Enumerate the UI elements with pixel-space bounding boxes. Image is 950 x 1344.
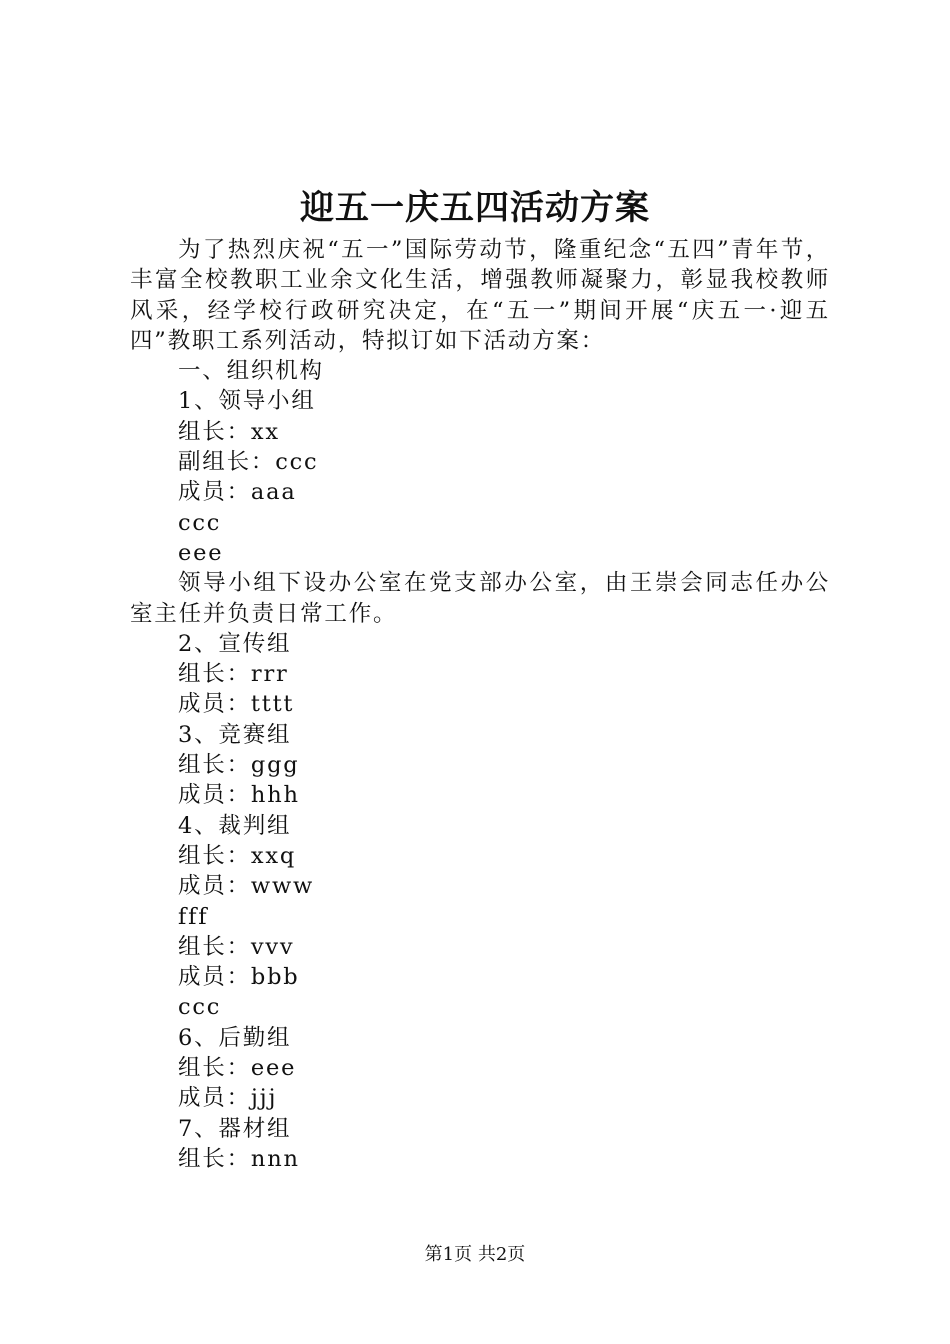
intro-paragraph: 为了热烈庆祝“五一”国际劳动节，隆重纪念“五四”青年节，丰富全校教职工业余文化生活，增强教师凝聚力，彰显我校教师风采，经学校行政研究决定，在“五一”期间开展“庆五一·迎五四”教职工系列活动，特拟订如下活动方案： bbox=[130, 237, 830, 354]
body-line: 成员：aaa bbox=[178, 479, 297, 506]
page-footer: 第1页 共2页 bbox=[424, 1244, 526, 1265]
body-line: 组长：ggg bbox=[178, 752, 300, 779]
body-line: 成员：tttt bbox=[178, 691, 295, 718]
document-body bbox=[130, 235, 830, 1174]
body-line: 成员：bbb bbox=[178, 964, 300, 991]
body-line: 4、裁判组 bbox=[178, 812, 292, 839]
body-line: ccc bbox=[178, 509, 222, 536]
body-line: 7、器材组 bbox=[178, 1115, 292, 1142]
document-title: 迎五一庆五四活动方案 bbox=[300, 188, 650, 228]
body-line: 成员：jjj bbox=[178, 1085, 278, 1112]
body-line: 组长：rrr bbox=[178, 661, 289, 688]
body-line: 组长：xx bbox=[178, 418, 280, 445]
office-note-paragraph: 领导小组下设办公室在党支部办公室，由王崇会同志任办公室主任并负责日常工作。 bbox=[130, 570, 830, 627]
body-line: 副组长：ccc bbox=[178, 449, 319, 476]
body-line: 组长：xxq bbox=[178, 842, 297, 869]
body-line: 组长：nnn bbox=[178, 1145, 300, 1172]
body-line: fff bbox=[178, 903, 209, 930]
body-line: ccc bbox=[178, 994, 222, 1021]
body-line: 6、后勤组 bbox=[178, 1024, 292, 1051]
body-line: eee bbox=[178, 539, 224, 566]
body-line: 组长：vvv bbox=[178, 933, 295, 960]
section-heading: 一、组织机构 bbox=[178, 358, 324, 385]
body-line: 成员：hhh bbox=[178, 782, 300, 809]
body-line: 2、宣传组 bbox=[178, 630, 292, 657]
body-line: 成员：www bbox=[178, 873, 315, 900]
body-line: 3、竞赛组 bbox=[178, 721, 292, 748]
body-line: 1、领导小组 bbox=[178, 388, 316, 415]
body-line: 组长：eee bbox=[178, 1055, 297, 1082]
